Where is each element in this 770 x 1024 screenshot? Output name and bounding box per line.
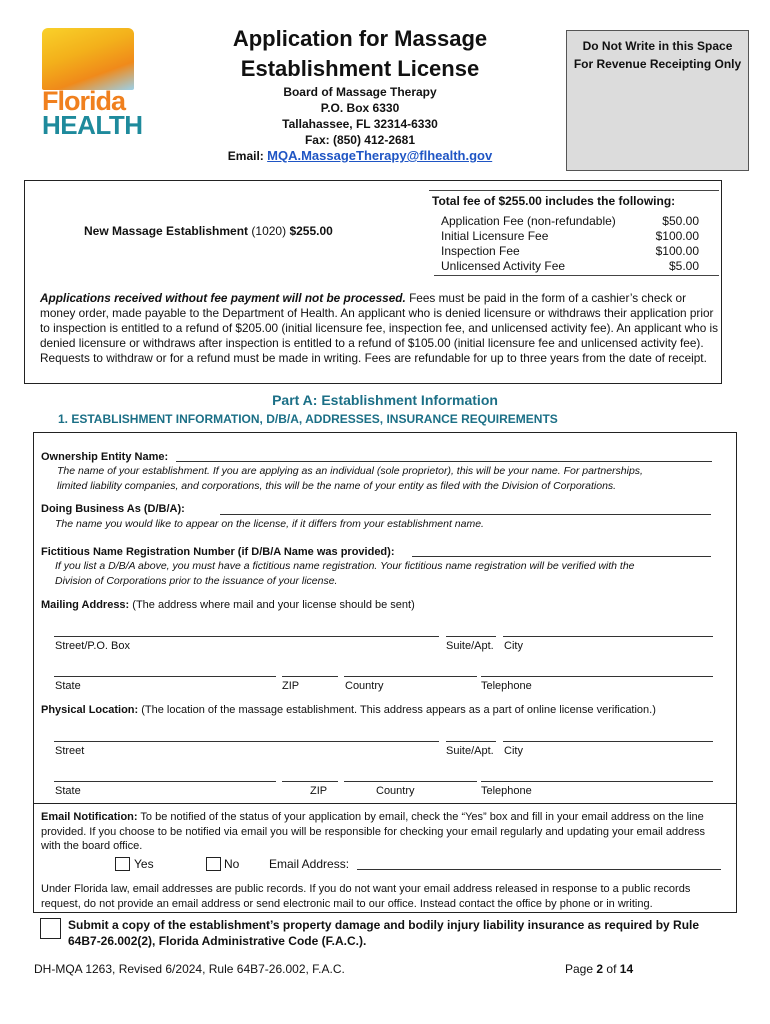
physical-note: (The location of the massage establishment. This address appears as a part of online license verification.) bbox=[138, 704, 656, 716]
sun-graphic-icon bbox=[42, 28, 134, 90]
board-email-link[interactable]: MQA.MassageTherapy@flhealth.gov bbox=[267, 148, 493, 163]
fee-item-amount: $100.00 bbox=[655, 229, 699, 243]
phys-zip-field[interactable] bbox=[282, 781, 338, 782]
board-name: Board of Massage Therapy bbox=[283, 85, 437, 99]
phys-state-field[interactable] bbox=[54, 781, 276, 782]
mail-zip-label: ZIP bbox=[282, 680, 300, 692]
fee-amount: $255.00 bbox=[289, 224, 333, 238]
fee-code: (1020) bbox=[251, 224, 287, 238]
email-yes-label: Yes bbox=[134, 857, 154, 871]
insurance-requirement: Submit a copy of the establishment’s property damage and bodily injury liability insurance as required by Rule 64B7-26.002(2), Florida Administrative Code (F.A.C.). bbox=[68, 918, 700, 948]
dba-note: The name you would like to appear on the license, if it differs from your establishment name. bbox=[55, 518, 484, 530]
fee-item-name: Application Fee (non-refundable) bbox=[441, 214, 616, 228]
board-address bbox=[200, 84, 520, 164]
mail-phone-label: Telephone bbox=[481, 680, 532, 692]
fictitious-field[interactable] bbox=[412, 556, 711, 557]
mail-suite-field[interactable] bbox=[446, 636, 496, 637]
mailing-label: Mailing Address: bbox=[41, 599, 130, 611]
florida-health-logo bbox=[40, 28, 143, 140]
fee-item bbox=[429, 259, 719, 274]
page-of: of bbox=[606, 962, 617, 976]
part-a-title: Part A: Establishment Information bbox=[272, 392, 498, 408]
fee-breakdown bbox=[429, 190, 719, 274]
mail-street-field[interactable] bbox=[54, 636, 439, 637]
ownership-field[interactable] bbox=[176, 461, 712, 462]
mailing-address-heading bbox=[41, 599, 415, 611]
fictitious-label: Fictitious Name Registration Number (if D/B/A Name was provided): bbox=[41, 546, 395, 558]
email-line bbox=[200, 148, 520, 164]
mail-country-label: Country bbox=[345, 680, 384, 692]
fee-breakdown-header: Total fee of $255.00 includes the following: bbox=[432, 194, 676, 208]
ownership-note-1: The name of your establishment. If you are applying as an individual (sole proprietor), this will be your name. For partnerships, bbox=[57, 465, 643, 477]
fee-item-name: Unlicensed Activity Fee bbox=[441, 259, 566, 273]
ownership-label: Ownership Entity Name: bbox=[41, 451, 169, 463]
city-line: Tallahassee, FL 32314-6330 bbox=[282, 117, 438, 131]
phys-city-label: City bbox=[504, 745, 523, 757]
po-box: P.O. Box 6330 bbox=[320, 101, 400, 115]
logo-florida-text: Florida bbox=[42, 86, 126, 116]
phys-suite-label: Suite/Apt. bbox=[446, 745, 494, 757]
page-total: 14 bbox=[619, 962, 634, 976]
section-1-heading: 1. ESTABLISHMENT INFORMATION, D/B/A, ADDRESSES, INSURANCE REQUIREMENTS bbox=[58, 412, 558, 426]
mail-state-field[interactable] bbox=[54, 676, 276, 677]
public-records-notice: Under Florida law, email addresses are public records. If you do not want your email address released in response to a public records request, do not provide an email address or send electronic mail to our office. Instead contact the office by phone or in writing. bbox=[41, 883, 691, 910]
mail-country-field[interactable] bbox=[344, 676, 477, 677]
mail-zip-field[interactable] bbox=[282, 676, 338, 677]
page-number bbox=[565, 962, 633, 976]
email-notification-text bbox=[41, 810, 721, 854]
dba-field[interactable] bbox=[220, 514, 711, 515]
mail-phone-field[interactable] bbox=[481, 676, 713, 677]
form-id-footer: DH-MQA 1263, Revised 6/2024, Rule 64B7-26.002, F.A.C. bbox=[34, 962, 345, 976]
fee-item bbox=[429, 229, 719, 244]
fee-item-amount: $5.00 bbox=[668, 259, 699, 273]
fax-line: Fax: (850) 412-2681 bbox=[304, 133, 416, 147]
mail-city-label: City bbox=[504, 640, 523, 652]
email-label: Email: bbox=[227, 149, 264, 163]
fee-divider bbox=[434, 275, 719, 276]
page-current: 2 bbox=[596, 962, 604, 976]
phys-city-field[interactable] bbox=[503, 741, 713, 742]
fee-item-name: Inspection Fee bbox=[441, 244, 520, 258]
mail-suite-label: Suite/Apt. bbox=[446, 640, 494, 652]
logo-health-text: HEALTH bbox=[42, 110, 143, 140]
title-line-2: Establishment License bbox=[240, 56, 480, 81]
fee-item-amount: $100.00 bbox=[655, 244, 699, 258]
receipt-line-2: For Revenue Receipting Only bbox=[573, 57, 742, 71]
new-establishment-fee bbox=[84, 224, 333, 238]
email-no-checkbox[interactable] bbox=[206, 857, 221, 871]
phys-country-field[interactable] bbox=[344, 781, 477, 782]
ownership-note-2: limited liability companies, and corporations, this will be the name of your entity as filed with the Division of Corporations. bbox=[57, 480, 617, 492]
phys-phone-field[interactable] bbox=[481, 781, 713, 782]
email-yes-checkbox[interactable] bbox=[115, 857, 130, 871]
fee-warning-text: Fees must be paid in the form of a cashier’s check or money order, made payable to the Department of Health. An applicant who is denied licensure or withdraws their application prior to inspection is entitled to a refund of $205.00 (initial licensure fee, inspection fee, and unlicensed activity fee). An applicant who is denied licensure or withdraws after inspection is entitled to a refund of $105.00 (initial licensure fee and unlicensed activity fee). Requests to withdraw or for a refund must be made in writing. Fees are refundable for up to three years from the date of receipt. bbox=[40, 291, 719, 365]
mailing-note: (The address where mail and your license should be sent) bbox=[129, 599, 415, 611]
email-notification-label: Email Notification: bbox=[41, 811, 138, 823]
fee-item-amount: $50.00 bbox=[662, 214, 699, 228]
mail-state-label: State bbox=[55, 680, 81, 692]
email-no-label: No bbox=[224, 857, 240, 871]
phys-street-label: Street bbox=[55, 745, 85, 757]
fee-label: New Massage Establishment bbox=[84, 224, 249, 238]
phys-phone-label: Telephone bbox=[481, 785, 532, 797]
dba-label: Doing Business As (D/B/A): bbox=[41, 503, 185, 515]
email-address-label: Email Address: bbox=[269, 857, 350, 871]
receipt-line-1: Do Not Write in this Space bbox=[582, 39, 733, 53]
fee-item bbox=[429, 244, 719, 259]
page-label: Page bbox=[565, 962, 594, 976]
physical-location-heading bbox=[41, 704, 656, 716]
revenue-receipt-box bbox=[566, 30, 749, 171]
fee-warning bbox=[40, 291, 720, 366]
fictitious-note-1: If you list a D/B/A above, you must have a fictitious name registration. Your fictitious name registration will be verified with the bbox=[55, 560, 635, 572]
email-notification-body: To be notified of the status of your application by email, check the “Yes” box and fill in your email address on the line provided. If you choose to be notified via email you will be responsible for checking your email regularly and updating your email address with the board office. bbox=[41, 811, 706, 852]
phys-street-field[interactable] bbox=[54, 741, 439, 742]
phys-state-label: State bbox=[55, 785, 81, 797]
fictitious-note-2: Division of Corporations prior to the issuance of your license. bbox=[55, 575, 338, 587]
fee-item bbox=[429, 214, 719, 229]
physical-label: Physical Location: bbox=[41, 704, 139, 716]
phys-zip-label: ZIP bbox=[310, 785, 328, 797]
page-title bbox=[200, 24, 520, 84]
fee-warning-bold: Applications received without fee payment will not be processed. bbox=[40, 291, 406, 305]
mail-city-field[interactable] bbox=[503, 636, 713, 637]
email-address-field[interactable] bbox=[357, 869, 721, 870]
fee-item-name: Initial Licensure Fee bbox=[441, 229, 549, 243]
section-divider bbox=[33, 803, 737, 804]
phys-suite-field[interactable] bbox=[446, 741, 496, 742]
mail-street-label: Street/P.O. Box bbox=[55, 640, 131, 652]
phys-country-label: Country bbox=[376, 785, 415, 797]
insurance-checkbox[interactable] bbox=[40, 918, 61, 939]
title-line-1: Application for Massage bbox=[232, 26, 488, 51]
